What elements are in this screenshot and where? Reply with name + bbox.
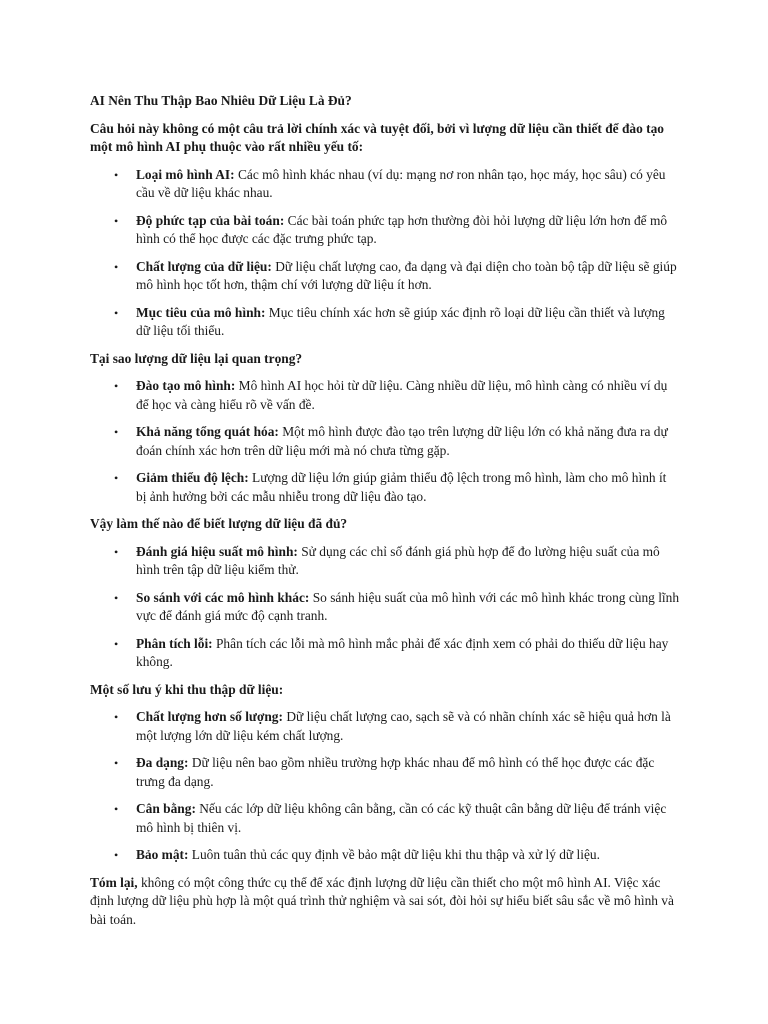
- list-item-term: Giảm thiểu độ lệch:: [136, 470, 249, 485]
- list-item-term: Mục tiêu của mô hình:: [136, 304, 266, 320]
- bullet-icon: •: [114, 259, 119, 274]
- list-item: [90, 258, 680, 295]
- list-item: [90, 708, 680, 745]
- list-item: [90, 589, 680, 626]
- document-body: [90, 92, 680, 929]
- section-heading: Một số lưu ý khi thu thập dữ liệu:: [90, 681, 284, 697]
- bullet-list: [90, 708, 680, 865]
- list-item: [90, 166, 680, 203]
- list-item-text: Luôn tuân thủ các quy định về bảo mật dữ liệu khi thu thập và xử lý dữ liệu.: [188, 847, 600, 862]
- bullet-icon: •: [114, 636, 119, 651]
- list-item: [90, 212, 680, 249]
- list-item-term: Bảo mật:: [136, 847, 189, 862]
- list-item-term: Đa dạng:: [136, 755, 189, 770]
- bullet-icon: •: [114, 471, 119, 485]
- bullet-icon: •: [114, 305, 119, 320]
- bullet-icon: •: [114, 802, 119, 816]
- list-item: [90, 800, 680, 837]
- intro-paragraph: Câu hỏi này không có một câu trả lời chính xác và tuyệt đối, bởi vì lượng dữ liệu cần thiết để đào tạo một mô hình AI phụ thuộc vào rất nhiều yếu tố:: [90, 120, 664, 154]
- document-title: AI Nên Thu Thập Bao Nhiêu Dữ Liệu Là Đủ?: [90, 93, 352, 108]
- list-item: [90, 543, 680, 580]
- conclusion-paragraph: [90, 874, 680, 930]
- list-item-term: So sánh với các mô hình khác:: [136, 589, 310, 605]
- list-item-text: Dữ liệu chất lượng cao, đa dạng và đại diện cho toàn bộ tập dữ liệu sẽ giúp mô hình học tốt hơn, thậm chí với lượng dữ liệu ít hơn.: [136, 258, 677, 292]
- bullet-icon: •: [114, 590, 119, 605]
- list-item-term: Đào tạo mô hình:: [136, 378, 236, 393]
- list-item-text: Mô hình AI học hỏi từ dữ liệu. Càng nhiều dữ liệu, mô hình càng có nhiều ví dụ để học và càng hiểu rõ về vấn đề.: [136, 378, 668, 412]
- list-item-term: Loại mô hình AI:: [136, 166, 235, 182]
- list-item: [90, 635, 680, 672]
- list-item-text: Sử dụng các chỉ số đánh giá phù hợp để đo lường hiệu suất của mô hình trên tập dữ liệu kiểm thử.: [136, 543, 660, 577]
- section-heading: Tại sao lượng dữ liệu lại quan trọng?: [90, 350, 303, 366]
- list-item-text: Một mô hình được đào tạo trên lượng dữ liệu lớn có khả năng đưa ra dự đoán chính xác hơn trên dữ liệu mới mà nó chưa từng gặp.: [136, 424, 668, 458]
- bullet-icon: •: [114, 756, 119, 770]
- bullet-icon: •: [114, 167, 119, 182]
- section-heading: Vậy làm thế nào để biết lượng dữ liệu đã đủ?: [90, 516, 348, 531]
- list-item: [90, 846, 680, 865]
- conclusion-term: Tóm lại,: [90, 874, 138, 890]
- list-item: [90, 304, 680, 341]
- list-item-term: Phân tích lỗi:: [136, 635, 213, 651]
- list-item-text: Các mô hình khác nhau (ví dụ: mạng nơ ron nhân tạo, học máy, học sâu) có yêu cầu về dữ liệu khác nhau.: [136, 166, 666, 200]
- bullet-icon: •: [114, 213, 119, 228]
- sections-container: [90, 166, 680, 865]
- list-item-term: Độ phức tạp của bài toán:: [136, 212, 285, 228]
- list-item-text: Lượng dữ liệu lớn giúp giảm thiểu độ lệch trong mô hình, làm cho mô hình ít bị ảnh hưởng bởi các mẫu nhiễu trong dữ liệu đào tạo.: [136, 470, 667, 504]
- list-item: [90, 423, 680, 460]
- list-item-term: Đánh giá hiệu suất mô hình:: [136, 543, 298, 559]
- list-item-term: Cân bằng:: [136, 801, 196, 816]
- list-item-term: Chất lượng hơn số lượng:: [136, 709, 283, 724]
- list-item: [90, 754, 680, 791]
- list-item: [90, 377, 680, 414]
- list-item-text: Nếu các lớp dữ liệu không cân bằng, cần có các kỹ thuật cân bằng dữ liệu để tránh việc mô hình bị thiên vị.: [136, 801, 667, 835]
- conclusion-text: không có một công thức cụ thể để xác định lượng dữ liệu cần thiết cho một mô hình AI. Việc xác định lượng dữ liệu phù hợp là một quá trình thử nghiệm và sai sót, đòi hỏi sự hiểu biết sâu sắc về mô hình và bài toán.: [90, 874, 674, 927]
- bullet-icon: •: [114, 379, 119, 393]
- list-item-text: Các bài toán phức tạp hơn thường đòi hỏi lượng dữ liệu lớn hơn để mô hình có thể học được các đặc trưng phức tạp.: [136, 212, 668, 246]
- bullet-icon: •: [114, 710, 119, 724]
- list-item-term: Chất lượng của dữ liệu:: [136, 258, 272, 274]
- list-item-text: Dữ liệu chất lượng cao, sạch sẽ và có nhãn chính xác sẽ hiệu quả hơn là một lượng lớn dữ liệu kém chất lượng.: [136, 709, 671, 743]
- bullet-list: [90, 543, 680, 672]
- bullet-icon: •: [114, 425, 119, 439]
- list-item-text: Mục tiêu chính xác hơn sẽ giúp xác định rõ loại dữ liệu cần thiết và lượng dữ liệu tối thiểu.: [136, 304, 665, 338]
- bullet-list: [90, 377, 680, 506]
- list-item-text: Dữ liệu nên bao gồm nhiều trường hợp khác nhau để mô hình có thể học được các đặc trưng đa dạng.: [136, 755, 655, 789]
- bullet-list: [90, 166, 680, 341]
- list-item: [90, 469, 680, 506]
- bullet-icon: •: [114, 544, 119, 559]
- list-item-text: So sánh hiệu suất của mô hình với các mô hình khác trong cùng lĩnh vực để đánh giá mức độ cạnh tranh.: [136, 589, 680, 623]
- list-item-term: Khả năng tổng quát hóa:: [136, 424, 279, 439]
- list-item-text: Phân tích các lỗi mà mô hình mắc phải để xác định xem có phải do thiếu dữ liệu hay không.: [136, 635, 669, 669]
- bullet-icon: •: [114, 848, 119, 862]
